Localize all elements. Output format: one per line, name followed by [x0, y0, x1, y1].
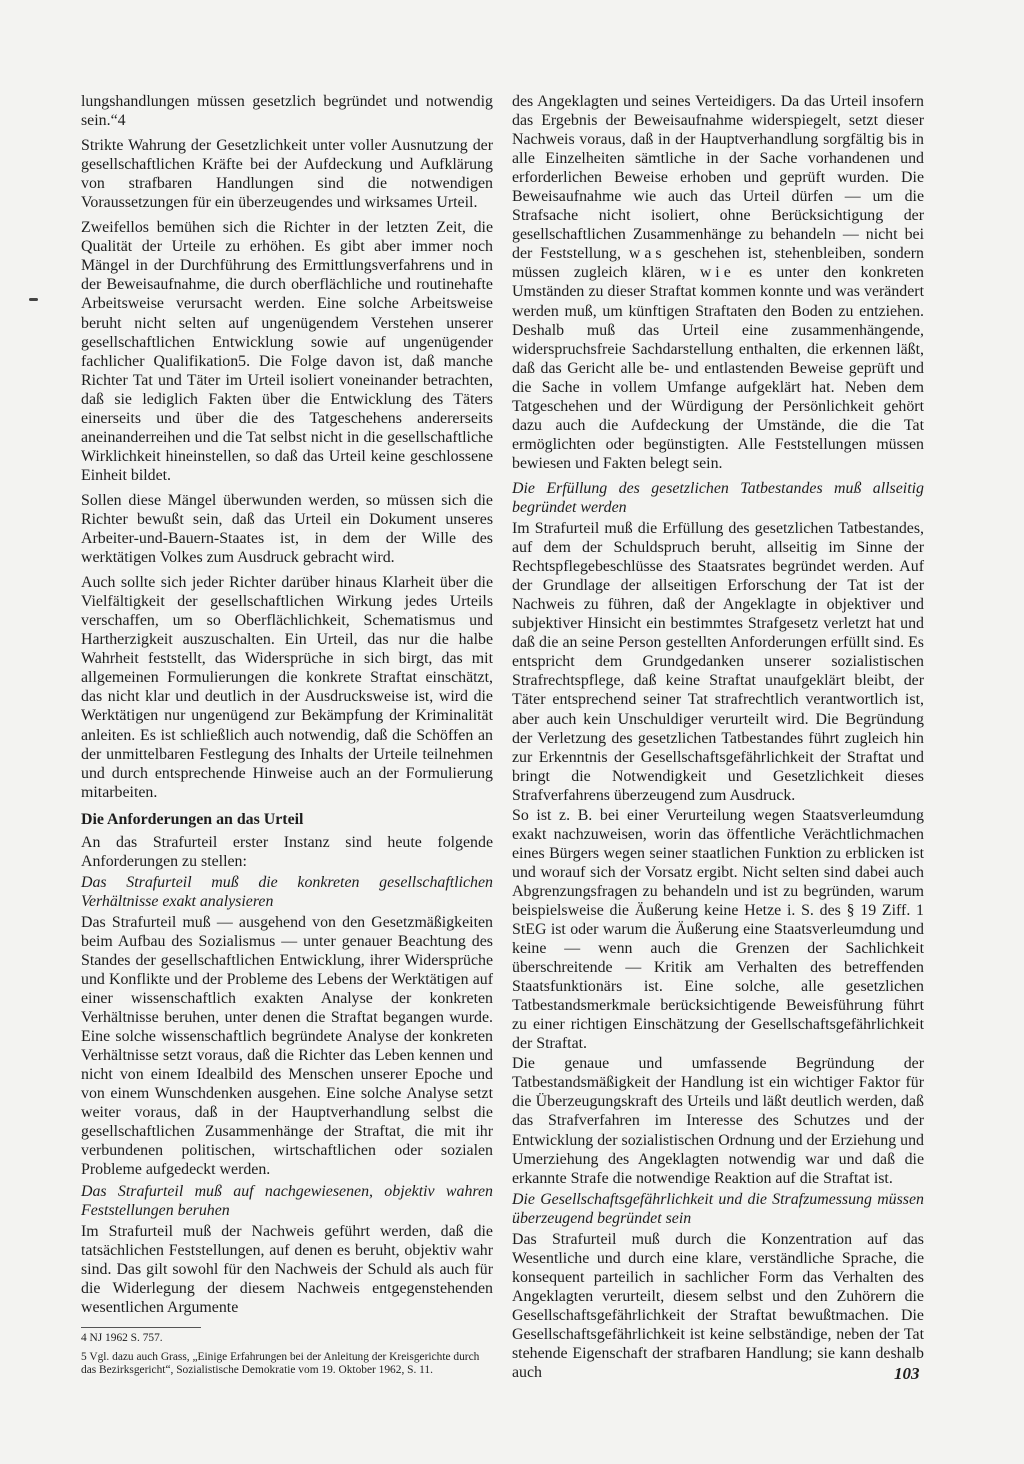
subheading: Das Strafurteil muß die konkreten gesellschaftlichen Verhältnisse exakt analysieren: [81, 873, 493, 910]
paragraph: lungshandlungen müssen gesetzlich begründet und notwendig sein.“4: [81, 93, 493, 130]
paragraph: Auch sollte sich jeder Richter darüber hinaus Klarheit über die Vielfältigkeit der gesellschaftlichen Wirkung jedes Urteils verschaffen, um so Oberflächlichkeit, Schematismus und Hartherzigkeit auszuschalten. Ein Urteil, das nur die halbe Wahrheit feststellt, das Widersprüche in sich birgt, das mit allgemeinen Formulierungen die konkrete Straftat einschätzt, das nicht klar und deutlich in der Ausdrucksweise ist, wird die Werktätigen nur ungenügend zur Bekämpfung der Kriminalität anleiten. Es ist schließlich auch notwendig, daß die Schöffen an der unmittelbaren Festlegung des Inhalts der Urteile teilnehmen und durch entsprechende Hinweise auch an der Formulierung mitarbeiten.: [81, 574, 493, 801]
left-column: [81, 92, 493, 1383]
text-run: des Angeklagten und seines Verteidigers. Da das Urteil insofern das Ergebnis der Beweisaufnahme widerspiegelt, setzt dieser Nachweis voraus, daß in der Hauptverhandlung sorgfältig bis in alle Einzelheiten sämtliche in der Sache vorhandenen und erforderlichen Beweise erhoben und geprüft wurden. Die Beweisaufnahme wie auch das Urteil dürfen — um die Strafsache nicht isoliert, ohne Berücksichtigung der gesellschaftlichen Zusammenhänge zu behandeln — nicht bei der Feststellung,: [512, 93, 924, 263]
paragraph: So ist z. B. bei einer Verurteilung wegen Staatsverleumdung exakt nachzuweisen, worin das öffentliche Verächtlichmachen eines Bürgers wegen seiner staatlichen Funktion zu erblicken ist und worauf sich der Vorsatz ergibt. Nicht selten sind dabei auch Abgrenzungsfragen zu behandeln und ist zu begründen, warum beispielsweise die Äußerung keine Hetze i. S. des § 19 Ziff. 1 StEG ist oder warum die Äußerung eine Staatsverleumdung und keine — wenn auch die Grenzen der Sachlichkeit überschreitende — Kritik am Verhalten des betreffenden Staatsfunktionärs ist. Eine solche, alle gesetzlichen Tatbestandsmerkmale berücksichtigende Beweisführung führt zu einer richtigen Einschätzung der Gesellschaftsgefährlichkeit der Straftat.: [512, 806, 924, 1053]
paragraph: [512, 92, 924, 473]
paragraph: An das Strafurteil erster Instanz sind heute folgende Anforderungen zu stellen:: [81, 833, 493, 870]
subheading: Die Gesellschaftsgefährlichkeit und die Strafzumessung müssen überzeugend begründet sein: [512, 1190, 924, 1227]
paragraph: Strikte Wahrung der Gesetzlichkeit unter voller Ausnutzung der gesellschaftlichen Kräfte bei der Aufdeckung und Aufklärung von strafbaren Handlungen sind die notwendigen Voraussetzungen für ein überzeugendes und wirksames Urteil.: [81, 137, 493, 212]
footnote-divider: [81, 1327, 201, 1328]
paragraph: Das Strafurteil muß — ausgehend von den Gesetzmäßigkeiten beim Aufbau des Sozialismus — unter genauer Beachtung des Standes der gesellschaftlichen Entwicklung, ihrer Widersprüche und Konflikte und der Probleme des Lebens der Werktätigen auf einer wissenschaftlich exakten Analyse der konkreten Verhältnisse beruhen, unter denen die Straftat begangen wurde. Eine solche wissenschaftlich begründete Analyse der konkreten Verhältnisse setzt voraus, daß die Richter das Leben kennen und nicht von einem Idealbild des Menschen unserer Epoche und von einem Wunschdenken ausgehen. Eine solche Analyse setzt weiter voraus, daß in der Hauptverhandlung selbst die gesellschaftlichen Zusammenhänge der Straftat, die mit ihr verbundenen politischen, wirtschaftlichen oder sozialen Probleme aufgedeckt werden.: [81, 913, 493, 1179]
text-run: geschehen ist, stehenbleiben, sondern müssen zugleich klären,: [512, 245, 924, 282]
footnote: 4 NJ 1962 S. 757.: [81, 1331, 163, 1344]
paragraph: Die genaue und umfassende Begründung der Tatbestandsmäßigkeit der Handlung ist ein wichtiger Faktor für die Überzeugungskraft des Urteils und läßt deutlich werden, daß das Strafverfahren im Interesse des Schutzes und der Entwicklung der sozialistischen Ordnung und der Erziehung und Umerziehung des Angeklagten notwendig war und daß die erkannte Strafe die notwendige Reaktion auf die Straftat ist.: [512, 1055, 924, 1187]
section-heading: Die Anforderungen an das Urteil: [81, 810, 304, 828]
text-run: es unter den konkreten Umständen zu dieser Straftat kommen konnte und was verändert werden muß, um künftigen Straftaten den Boden zu entziehen. Deshalb muß das Urteil eine zusammenhängende, widerspruchsfreie Sachdarstellung enthalten, die erkennen läßt, daß das Gericht alle be- und entlastenden Beweise geprüft und die Sache in vollem Umfange aufgeklärt hat. Neben dem Tatgeschehen und der Würdigung der Persönlichkeit gehört dazu auch die Aufdeckung der Umstände, die die Tat ermöglichten oder begünstigten. Alle Feststellungen müssen bewiesen und Fakten belegt sein.: [512, 264, 924, 472]
emphasis-wie: wie: [699, 264, 735, 282]
footnote: 5 Vgl. dazu auch Grass, „Einige Erfahrungen bei der Anleitung der Kreisgerichte durch das Bezirksgericht“, Sozialistische Demokratie vom 19. Oktober 1962, S. 11.: [81, 1351, 480, 1377]
subheading: Die Erfüllung des gesetzlichen Tatbestandes muß allseitig begründet werden: [512, 479, 924, 516]
paragraph: Das Strafurteil muß durch die Konzentration auf das Wesentliche und durch eine klare, verständliche Sprache, die konsequent parteilich in sachlicher Form das Verhalten des Angeklagten verurteilt, diesem selbst und den Zuhörern die Gesellschaftsgefährlichkeit der Straftat bewußtmachen. Die Gesellschaftsgefährlichkeit ist keine selbständige, neben der Tat stehende Eigenschaft der strafbaren Handlung; sie kann deshalb auch: [512, 1230, 924, 1382]
subheading: Das Strafurteil muß auf nachgewiesenen, objektiv wahren Feststellungen beruhen: [81, 1182, 493, 1219]
right-column: [512, 92, 924, 1388]
page-number: 103: [894, 1364, 920, 1383]
paragraph: Sollen diese Mängel überwunden werden, so müssen sich die Richter bewußt sein, daß das Urteil ein Dokument unseres Arbeiter-und-Bauern-Staates ist, in dem der Wille des werktätigen Volkes zum Ausdruck gebracht wird.: [81, 491, 493, 567]
paragraph: Im Strafurteil muß der Nachweis geführt werden, daß die tatsächlichen Feststellungen, auf denen es beruht, objektiv wahr sind. Das gilt sowohl für den Nachweis der Schuld als auch für die Widerlegung der diesem Nachweis entgegenstehenden wesentlichen Argumente: [81, 1222, 493, 1316]
emphasis-was: was: [628, 245, 666, 263]
margin-mark: [29, 298, 38, 301]
paragraph: Im Strafurteil muß die Erfüllung des gesetzlichen Tatbestandes, auf dem der Schuldspruch beruht, allseitig im Sinne der Rechtspflegebeschlüsse des Staatsrates begründet werden. Auf der Grundlage der allseitigen Erforschung der Tat ist der Nachweis zu führen, daß der Angeklagte in objektiver und subjektiver Hinsicht ein bestimmtes Strafgesetz verletzt hat und daß die an seine Person gestellten Anforderungen erfüllt sind. Es entspricht dem Grundgedanken unserer sozialistischen Strafrechtspflege, daß keine Straftat unaufgeklärt bleibt, der Täter entsprechend seiner Tat strafrechtlich verantwortlich ist, aber auch kein Unschuldiger verurteilt wird. Die Begründung der Verletzung des gesetzlichen Tatbestandes führt zugleich hin zur Erkenntnis der Gesellschaftsgefährlichkeit der Straftat und bringt die Notwendigkeit und Gesetzlichkeit dieses Strafverfahrens überzeugend zum Ausdruck.: [512, 520, 924, 804]
paragraph: Zweifellos bemühen sich die Richter in der letzten Zeit, die Qualität der Urteile zu erhöhen. Es gibt aber immer noch Mängel in der Durchführung des Ermittlungsverfahrens und in der Beweisaufnahme, die durch oberflächliche und routinehafte Arbeitsweise verursacht werden. Eine solche Arbeitsweise beruht nicht selten auf ungenügendem Verstehen unserer gesellschaftlichen Entwicklung sowie auf ungenügender fachlicher Qualifikation5. Die Folge davon ist, daß manche Richter Tat und Täter im Urteil isoliert voneinander betrachten, daß sie lediglich Fakten über die Entwicklung des Täters einerseits und über die des Tatgeschehens andererseits aneinanderreihen und die Tat selbst nicht in die gesellschaftliche Wirklichkeit hineinstellen, so daß das Urteil keine geschlossene Einheit bildet.: [81, 219, 493, 484]
